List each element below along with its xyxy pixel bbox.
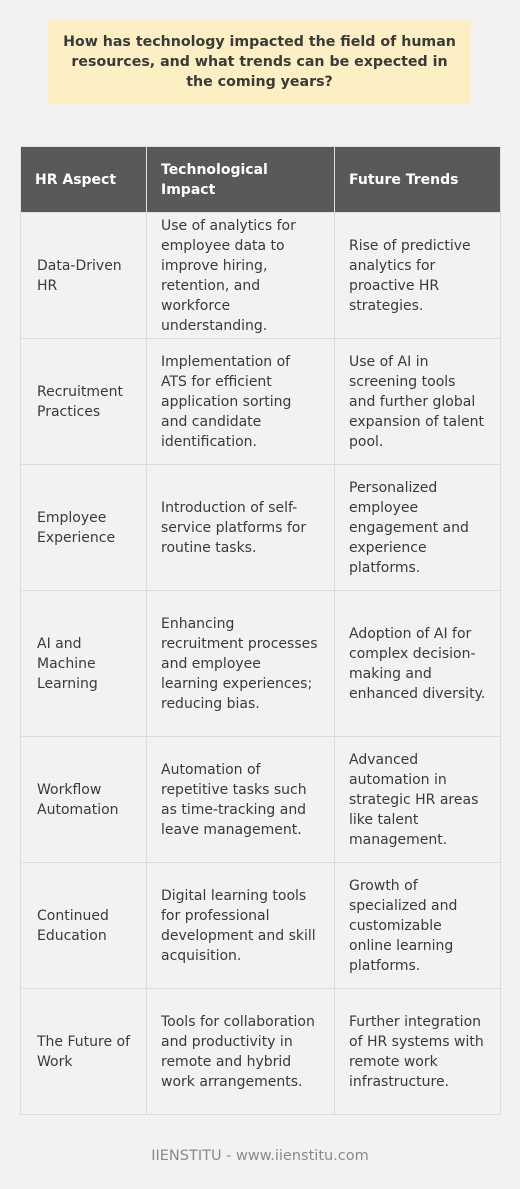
table-row	[21, 989, 501, 1115]
row-aspect: The Future of Work	[21, 989, 147, 1115]
table-row	[21, 339, 501, 465]
row-trend: Rise of predictive analytics for proactive HR strategies.	[335, 213, 501, 339]
question-banner	[48, 20, 471, 104]
row-trend: Further integration of HR systems with remote work infrastructure.	[335, 989, 501, 1115]
table-header-row	[21, 147, 501, 213]
row-impact: Automation of repetitive tasks such as time-tracking and leave management.	[147, 737, 335, 863]
row-aspect: Continued Education	[21, 863, 147, 989]
row-impact: Implementation of ATS for efficient application sorting and candidate identification.	[147, 339, 335, 465]
row-aspect: Data-Driven HR	[21, 213, 147, 339]
table-row	[21, 591, 501, 737]
row-trend: Adoption of AI for complex decision-making and enhanced diversity.	[335, 591, 501, 737]
row-impact: Introduction of self-service platforms for routine tasks.	[147, 465, 335, 591]
header-future-trends: Future Trends	[335, 147, 501, 213]
row-impact: Tools for collaboration and productivity in remote and hybrid work arrangements.	[147, 989, 335, 1115]
hr-technology-table	[20, 146, 501, 1115]
question-title: How has technology impacted the field of human resources, and what trends can be expected in the coming years?	[63, 34, 456, 90]
table-row	[21, 465, 501, 591]
header-hr-aspect: HR Aspect	[21, 147, 147, 213]
table-row	[21, 737, 501, 863]
row-aspect: AI and Machine Learning	[21, 591, 147, 737]
table-row	[21, 863, 501, 989]
row-aspect: Workflow Automation	[21, 737, 147, 863]
row-aspect: Recruitment Practices	[21, 339, 147, 465]
row-impact: Use of analytics for employee data to improve hiring, retention, and workforce understanding.	[147, 213, 335, 339]
row-aspect: Employee Experience	[21, 465, 147, 591]
header-technological-impact: Technological Impact	[147, 147, 335, 213]
table-row	[21, 213, 501, 339]
row-trend: Advanced automation in strategic HR areas like talent management.	[335, 737, 501, 863]
row-trend: Use of AI in screening tools and further global expansion of talent pool.	[335, 339, 501, 465]
row-impact: Digital learning tools for professional development and skill acquisition.	[147, 863, 335, 989]
footer-credit: IIENSTITU - www.iienstitu.com	[151, 1148, 369, 1164]
row-trend: Personalized employee engagement and experience platforms.	[335, 465, 501, 591]
row-trend: Growth of specialized and customizable online learning platforms.	[335, 863, 501, 989]
row-impact: Enhancing recruitment processes and employee learning experiences; reducing bias.	[147, 591, 335, 737]
